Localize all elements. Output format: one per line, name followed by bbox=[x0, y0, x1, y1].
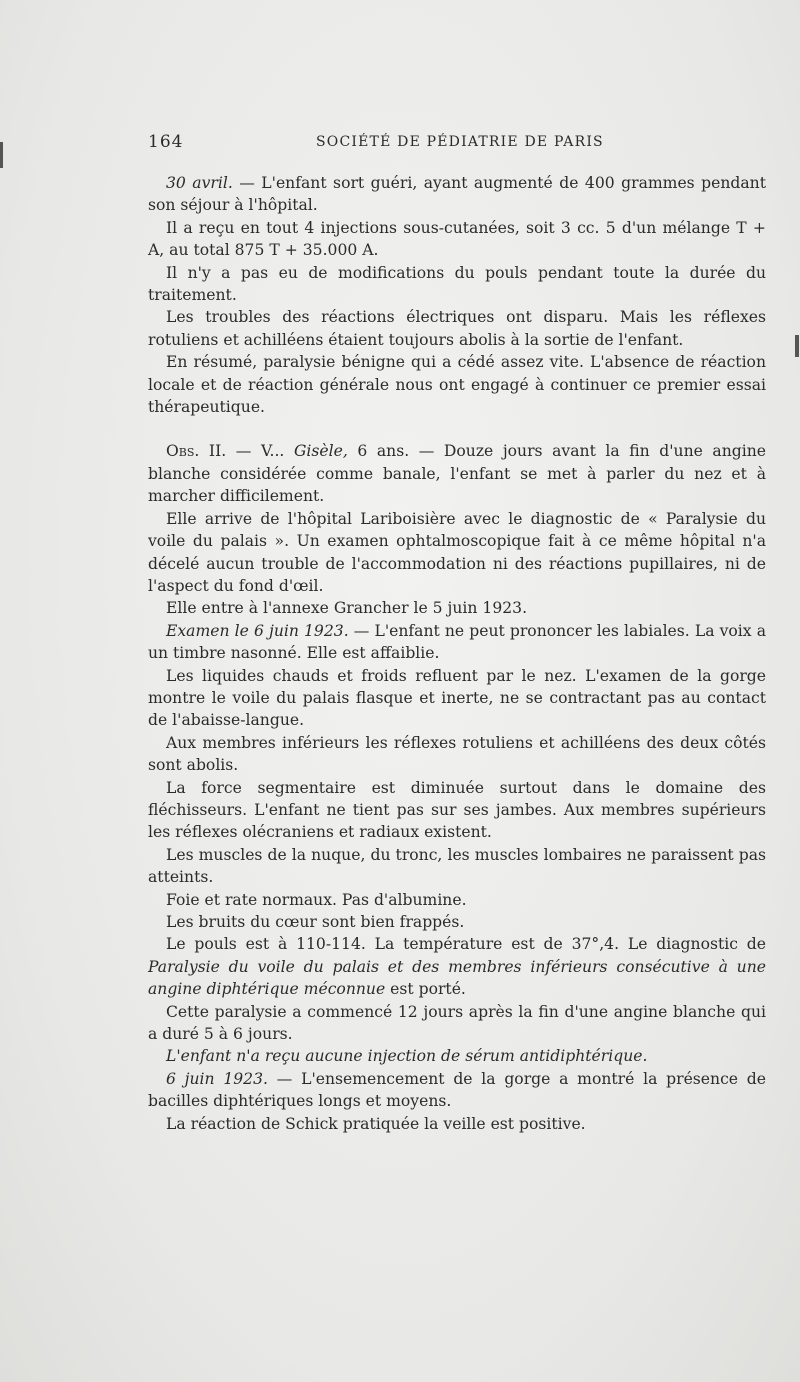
paragraph: Cette paralysie a commencé 12 jours après la fin d'une angine blanche qui a duré 5 à 6 jours. bbox=[148, 1002, 766, 1044]
paragraph: Elle arrive de l'hôpital Lariboisière avec le diagnostic de « Paralysie du voile du palais ». Un examen ophtalmoscopique fait à ce même hôpital n'a décelé aucun trouble de l'accommodation ni des réactions pupillaires, ni de l'aspect du fond d'œil. bbox=[148, 509, 766, 595]
paragraph: Il n'y a pas eu de modifications du pouls pendant toute la durée du traitement. bbox=[148, 263, 766, 305]
paragraph: Les bruits du cœur sont bien frappés. bbox=[166, 913, 465, 931]
paragraph: La réaction de Schick pratiquée la veille est positive. bbox=[166, 1114, 586, 1133]
paragraph: Les liquides chauds et froids refluent par le nez. L'examen de la gorge montre le voile du palais flasque et inerte, ne se contractant pas au contact de l'abaisse-langue. bbox=[148, 666, 766, 730]
running-head: SOCIÉTÉ DE PÉDIATRIE DE PARIS bbox=[316, 134, 604, 150]
paragraph: Elle entre à l'annexe Grancher le 5 juin 1923. bbox=[166, 599, 528, 618]
paragraph: Il a reçu en tout 4 injections sous-cutanées, soit 3 cc. 5 d'un mélange T + A, au total 875 T + 35.000 A. bbox=[148, 218, 766, 260]
paragraph: En résumé, paralysie bénigne qui a cédé assez vite. L'absence de réaction locale et de réaction générale nous ont engagé à continuer ce premier essai thérapeutique. bbox=[148, 353, 766, 417]
paragraph: Foie et rate normaux. Pas d'albumine. bbox=[166, 890, 467, 909]
observation-heading-paragraph: Obs. II. — V... Gisèle, 6 ans. — Douze jours avant la fin d'une angine blanche considérée comme banale, l'enfant se met à parler du nez et à marcher difficilement. bbox=[148, 442, 767, 506]
binding-mark bbox=[0, 142, 3, 168]
paragraph: Les muscles de la nuque, du tronc, les muscles lombaires ne paraissent pas atteints. bbox=[148, 845, 766, 887]
paragraph: Les troubles des réactions électriques ont disparu. Mais les réflexes rotuliens et achilléens étaient toujours abolis à la sortie de l'enfant. bbox=[148, 308, 766, 349]
paragraph: La force segmentaire est diminuée surtout dans le domaine des fléchisseurs. L'enfant ne tient pas sur ses jambes. Aux membres supérieurs les réflexes olécraniens et radiaux existent. bbox=[148, 778, 766, 842]
paragraph: 30 avril. — L'enfant sort guéri, ayant augmenté de 400 grammes pendant son séjour à l'hôpital. bbox=[148, 174, 766, 215]
body-text bbox=[148, 172, 766, 1135]
paragraph: Examen le 6 juin 1923. — L'enfant ne peut prononcer les labiales. La voix a un timbre nasonné. Elle est affaiblie. bbox=[148, 621, 766, 663]
paragraph: Le pouls est à 110-114. La température est de 37°,4. Le diagnostic de Paralysie du voile du palais et des membres inférieurs consécutive à une angine diphtérique méconnue est porté. bbox=[148, 935, 766, 999]
paragraph: Aux membres inférieurs les réflexes rotuliens et achilléens des deux côtés sont abolis. bbox=[148, 733, 766, 775]
patient-name: Gisèle, bbox=[293, 442, 348, 461]
observation-label: Obs. II. bbox=[166, 442, 227, 461]
paragraph: L'enfant n'a reçu aucune injection de sérum antidiphtérique. bbox=[166, 1047, 648, 1066]
page-number: 164 bbox=[148, 132, 184, 152]
binding-mark bbox=[795, 335, 799, 357]
paragraph: 6 juin 1923. — L'ensemencement de la gorge a montré la présence de bacilles diphtériques longs et moyens. bbox=[148, 1069, 766, 1111]
